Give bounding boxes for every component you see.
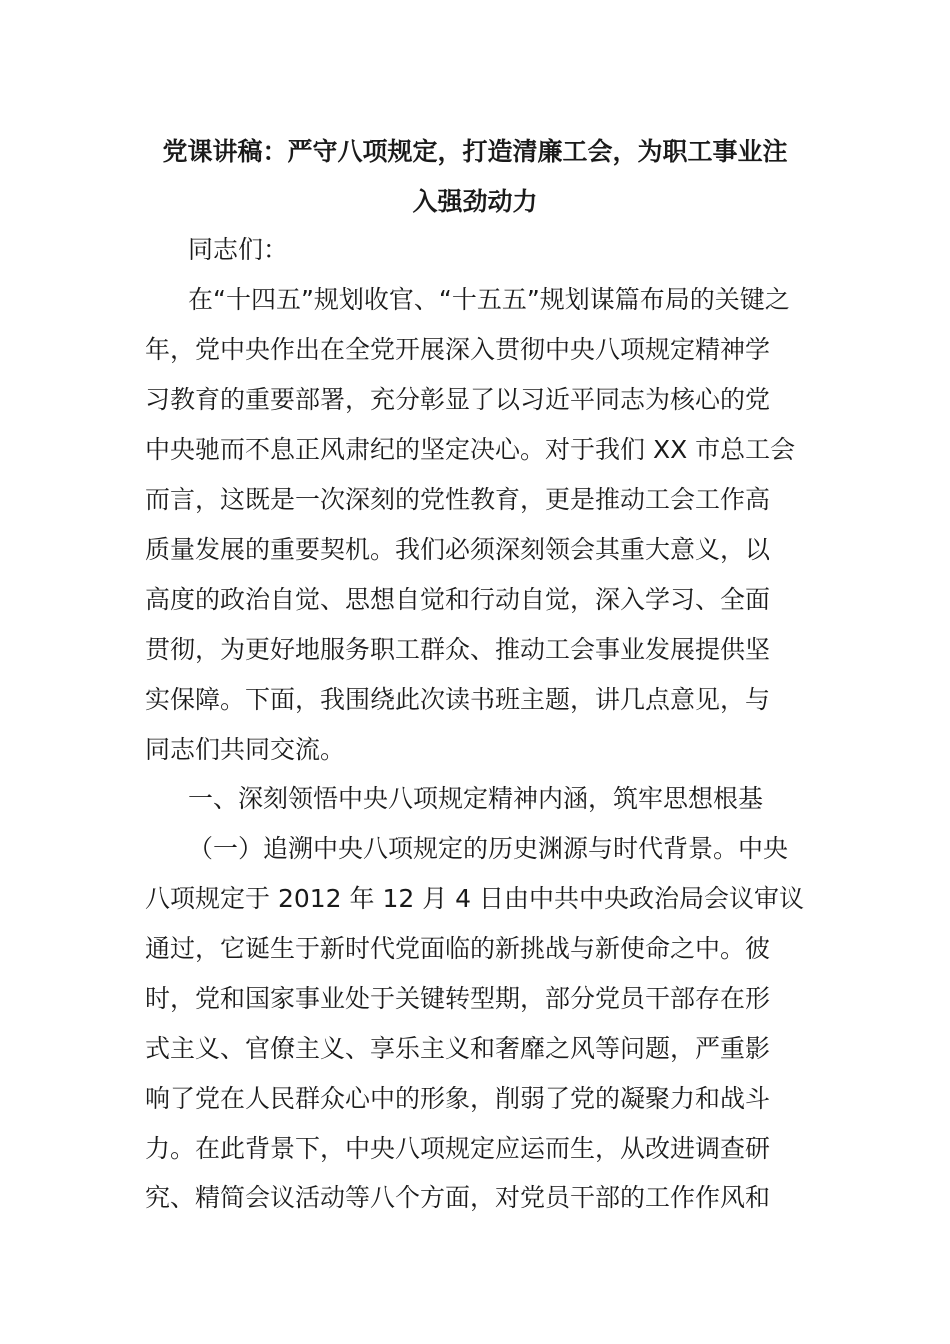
paragraph-line: 响了党在人民群众心中的形象，削弱了党的凝聚力和战斗 <box>145 1084 771 1113</box>
title-line-1: 党课讲稿：严守八项规定，打造清廉工会，为职工事业注 <box>162 137 788 166</box>
paragraph-line: 究、精简会议活动等八个方面，对党员干部的工作作风和 <box>145 1183 771 1212</box>
document-title <box>140 127 810 227</box>
paragraph-line: 实保障。下面，我围绕此次读书班主题，讲几点意见，与 <box>145 685 771 714</box>
section-heading: 一、深刻领悟中央八项规定精神内涵，筑牢思想根基 <box>188 784 764 813</box>
paragraph-line: 力。在此背景下，中央八项规定应运而生，从改进调查研 <box>145 1134 771 1163</box>
subsection-heading: （一）追溯中央八项规定的历史渊源与时代背景。中央 <box>188 834 789 863</box>
paragraph-line: 贯彻，为更好地服务职工群众、推动工会事业发展提供坚 <box>145 635 771 664</box>
paragraph-line: 习教育的重要部署，充分彰显了以习近平同志为核心的党 <box>145 385 771 414</box>
salutation: 同志们： <box>188 235 289 264</box>
paragraph-line: 时，党和国家事业处于关键转型期，部分党员干部存在形 <box>145 984 771 1013</box>
paragraph-line: 高度的政治自觉、思想自觉和行动自觉，深入学习、全面 <box>145 585 771 614</box>
paragraph-line: 同志们共同交流。 <box>145 735 346 764</box>
paragraph-line: 式主义、官僚主义、享乐主义和奢靡之风等问题，严重影 <box>145 1034 771 1063</box>
paragraph-line: 八项规定于 2012 年 12 月 4 日由中共中央政治局会议审议 <box>145 884 805 913</box>
title-line-2: 入强劲动力 <box>412 187 538 216</box>
paragraph-line: 中央驰而不息正风肃纪的坚定决心。对于我们 XX 市总工会 <box>145 435 796 464</box>
paragraph-line: 通过，它诞生于新时代党面临的新挑战与新使命之中。彼 <box>145 934 771 963</box>
paragraph-line: 在“十四五”规划收官、“十五五”规划谋篇布局的关键之 <box>188 285 790 314</box>
paragraph-line: 质量发展的重要契机。我们必须深刻领会其重大意义，以 <box>145 535 771 564</box>
paragraph-line: 而言，这既是一次深刻的党性教育，更是推动工会工作高 <box>145 485 771 514</box>
paragraph-line: 年，党中央作出在全党开展深入贯彻中央八项规定精神学 <box>145 335 771 364</box>
